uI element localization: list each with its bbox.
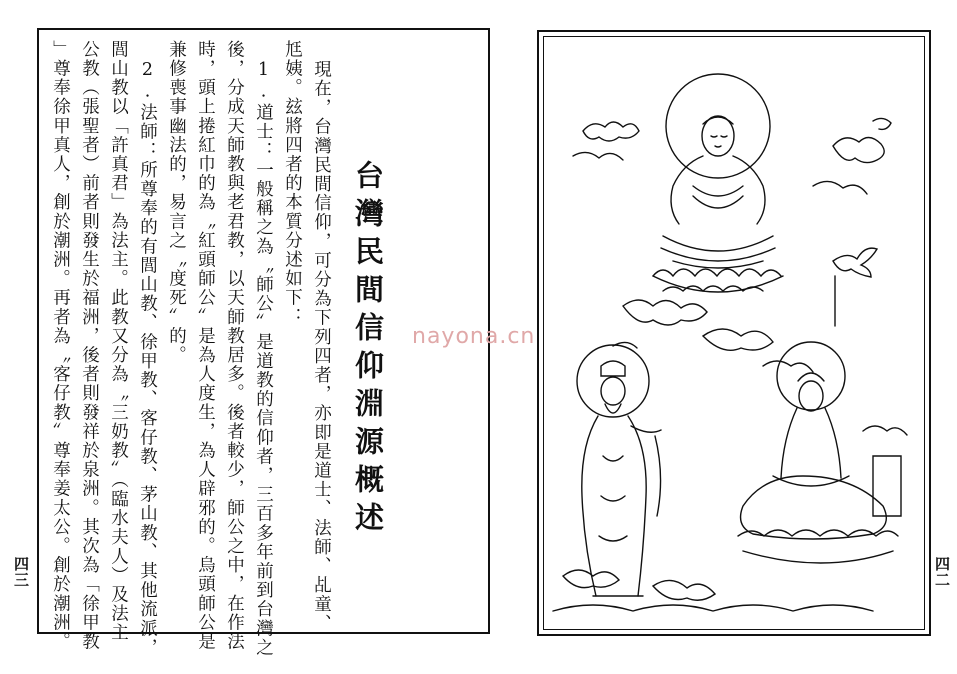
standing-sage bbox=[582, 361, 661, 596]
text-line: 尪姨。玆將四者的本質分述如下： bbox=[282, 40, 303, 327]
seated-buddha bbox=[653, 116, 783, 292]
text-line: 後，分成天師教與老君教，以天師教居多。後者較少，師公之中，在作法 bbox=[224, 40, 245, 652]
page-number-right: 四二 bbox=[933, 556, 951, 588]
text-line: 閭山教以「許真君」為法主。此教又分為〝三奶教〞（臨水夫人）及法主 bbox=[108, 40, 129, 643]
text-line: 」尊奉徐甲真人，創於潮洲。再者為〝客仔教〞尊奉姜太公。創於潮洲。 bbox=[50, 40, 71, 652]
text-line: 時，頭上捲紅巾的為〝紅頭師公〞是為人度生，為人辟邪的。烏頭師公是 bbox=[195, 40, 216, 652]
text-line: 公教（張聖者）前者則發生於福洲，後者則發祥於泉洲。其次為「徐甲教 bbox=[79, 40, 100, 652]
page-title: 台灣民間信仰淵源概述 bbox=[351, 160, 385, 540]
halo-top bbox=[666, 74, 770, 178]
halo-left bbox=[577, 345, 649, 417]
text-line: 兼修喪事幽法的，易言之〝度死〞的。 bbox=[166, 40, 187, 365]
cloud-group-bottom bbox=[553, 426, 907, 611]
text-line: 1.道士：一般稱之為〝師公〞是道教的信仰者，三百多年前到台灣之 bbox=[253, 60, 274, 658]
text-line: 2.法師：所尊奉的有閭山教、徐甲教、客仔教、茅山教、其他流派， bbox=[137, 60, 158, 658]
page-number-left: 四三 bbox=[12, 556, 30, 588]
text-line: 現在，台灣民間信仰，可分為下列四者，亦即是道士、法師、乩童、 bbox=[311, 60, 332, 633]
bird-on-staff bbox=[833, 248, 877, 326]
halo-right bbox=[777, 342, 845, 410]
seated-goddess bbox=[738, 373, 901, 563]
cloud-group-top bbox=[573, 118, 891, 194]
watermark: nayona.cn bbox=[412, 324, 536, 349]
deities-illustration bbox=[543, 36, 925, 630]
